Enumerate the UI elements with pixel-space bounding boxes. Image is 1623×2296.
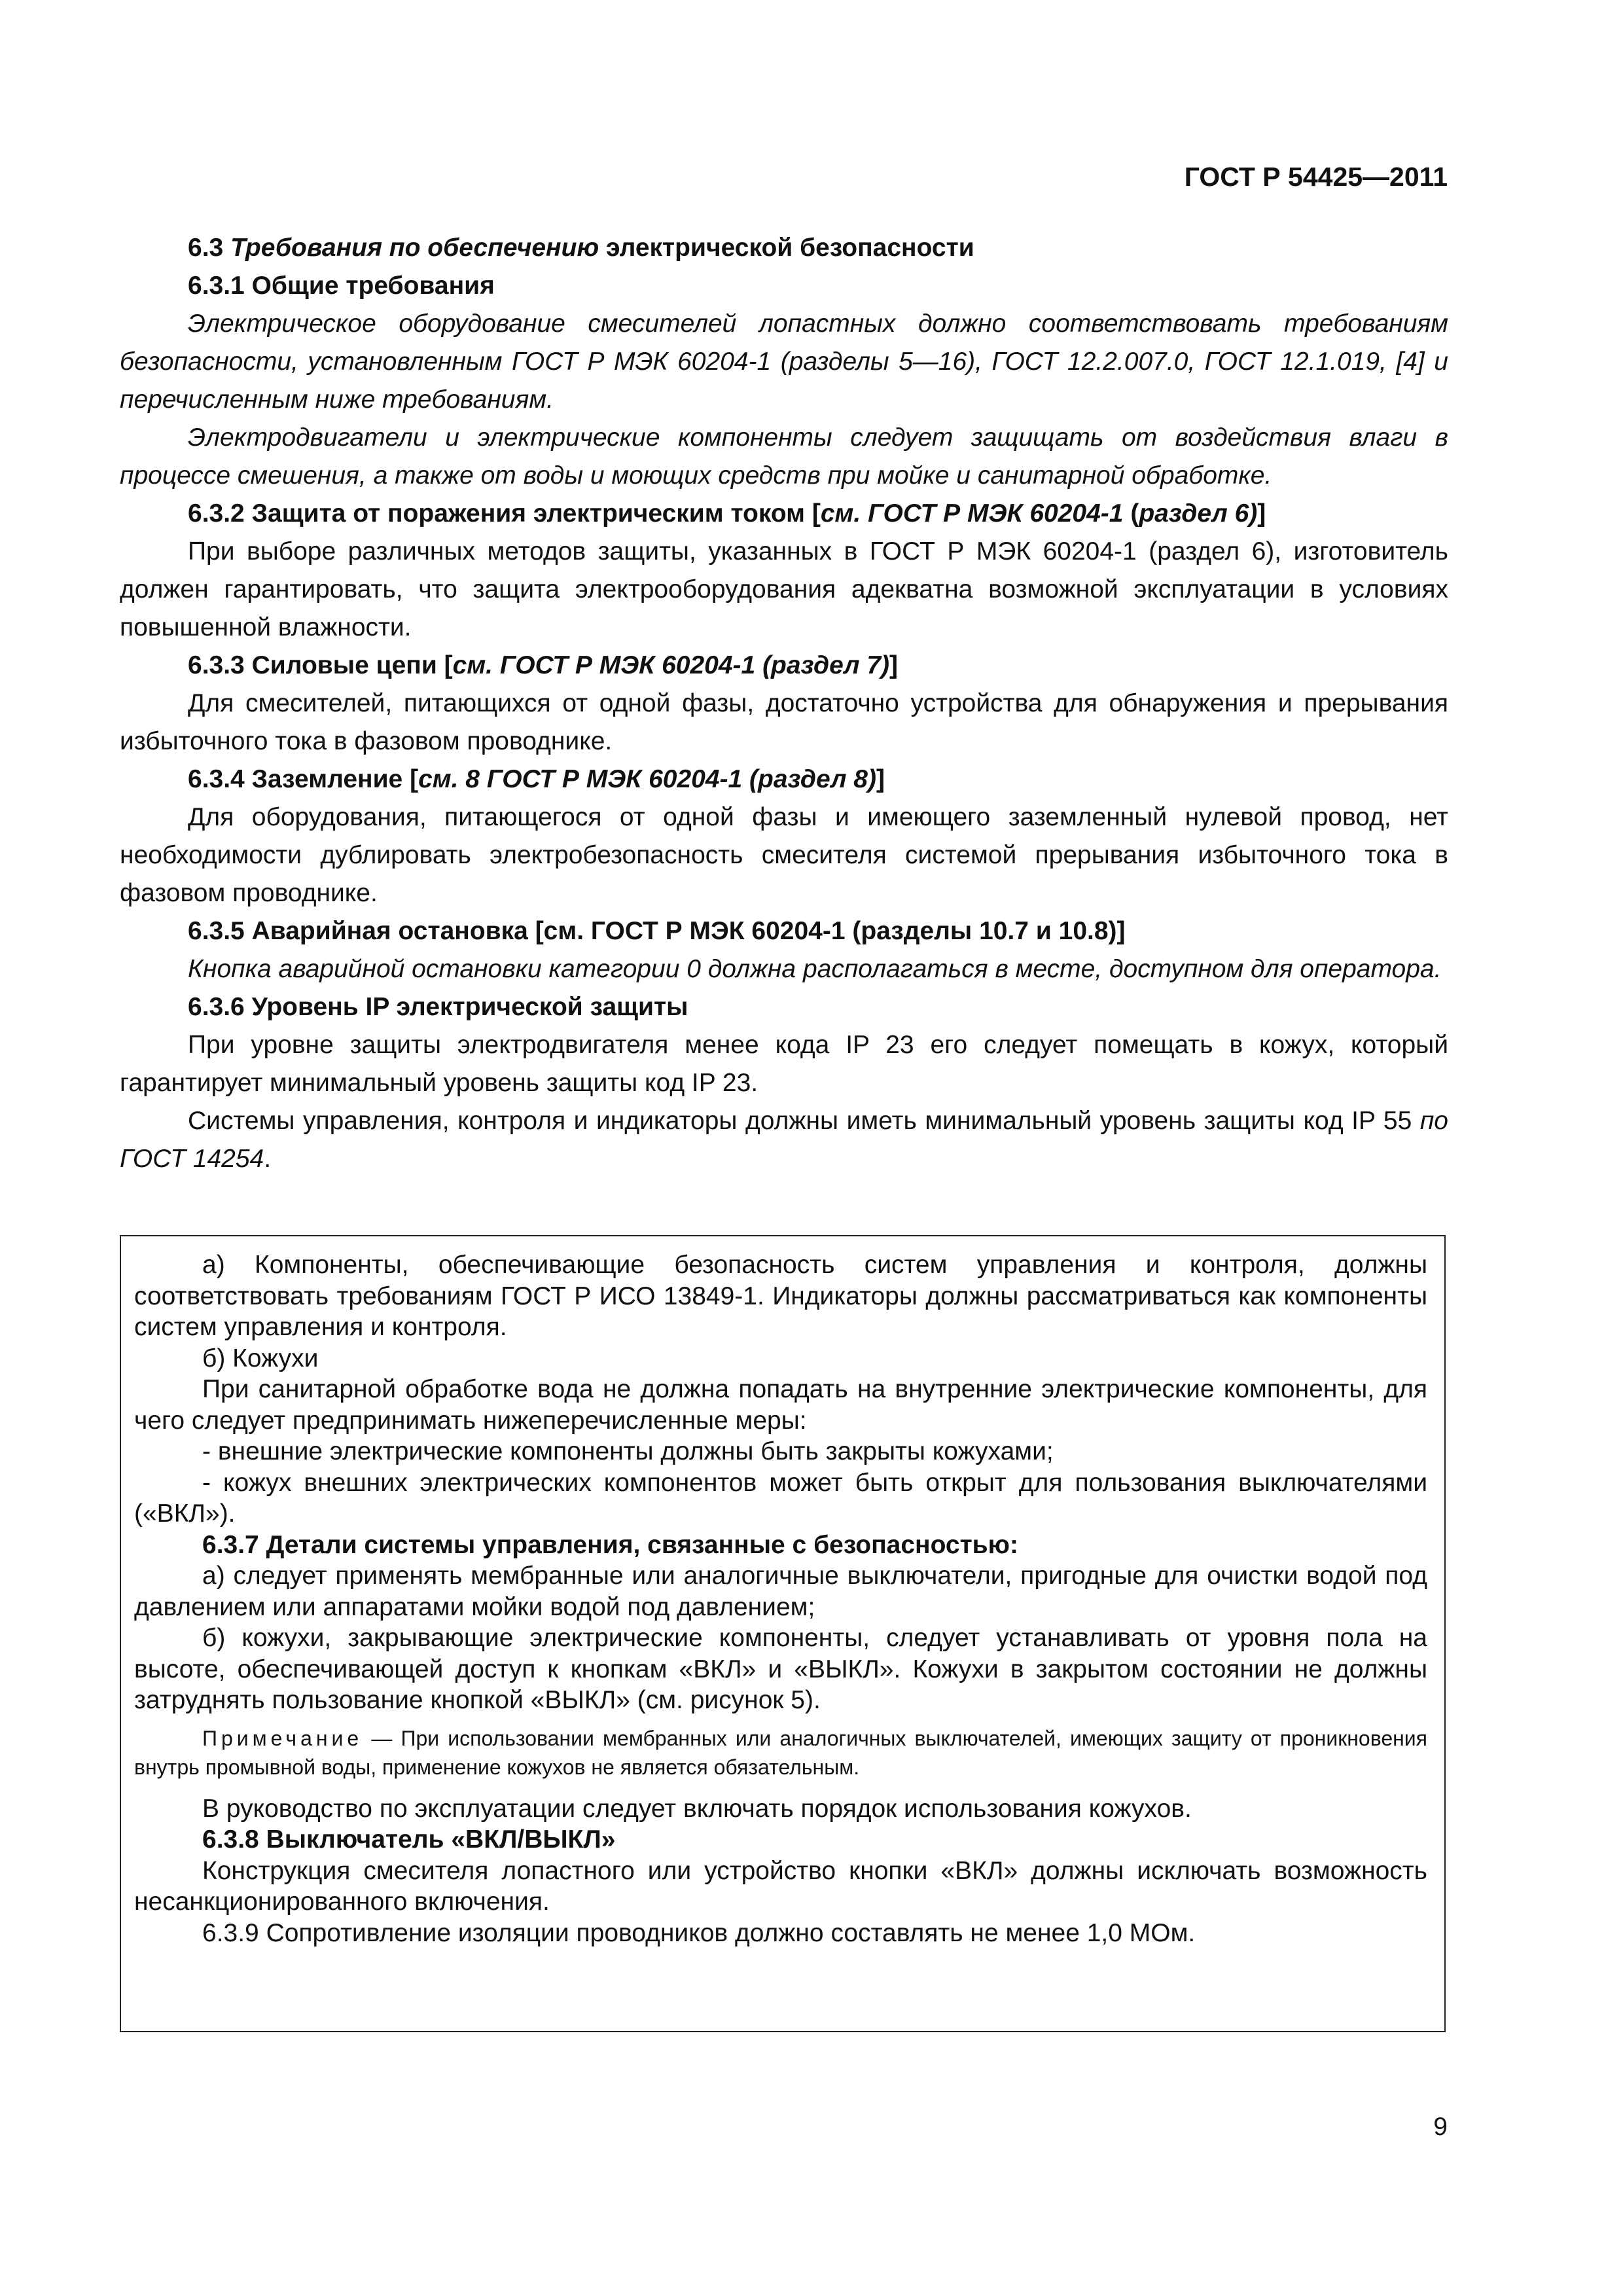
note-label: Примечание xyxy=(202,1726,363,1750)
section-6-3-5-heading: 6.3.5 Аварийная остановка [см. ГОСТ Р МЭК 60204-1 (разделы 10.7 и 10.8)] xyxy=(188,917,1126,945)
manual-para: В руководство по эксплуатации следует включать порядок использования кожухов. xyxy=(202,1794,1192,1823)
section-6-3-6-heading: 6.3.6 Уровень IP электрической защиты xyxy=(188,993,688,1021)
box-item-b-dash-1: - внешние электрические компоненты должны быть закрыты кожухами; xyxy=(202,1437,1054,1465)
document-code-header: ГОСТ Р 54425—2011 xyxy=(1184,162,1448,192)
section-6-3-9-para: 6.3.9 Сопротивление изоляции проводников должно составлять не менее 1,0 МОм. xyxy=(202,1918,1196,1947)
section-6-3-1-heading: 6.3.1 Общие требования xyxy=(188,272,495,300)
section-6-3-7-item-a: а) следует применять мембранные или аналогичные выключатели, пригодные для очистки водой под давлением или аппаратами мойки водой под давлением; xyxy=(134,1562,1427,1621)
section-6-3-2-para-1: При выборе различных методов защиты, указанных в ГОСТ Р МЭК 60204-1 (раздел 6), изготовитель должен гарантировать, что защита электрооборудования адекватна возможной эксплуатации в условиях повышенной влажности. xyxy=(120,537,1448,641)
section-6-3-4-para-1: Для оборудования, питающегося от одной фазы и имеющего заземленный нулевой провод, нет необходимости дублировать электробезопасность смесителя системой прерывания избыточного тока в фазовом проводнике. xyxy=(120,803,1448,907)
section-6-3-1-para-1: Электрическое оборудование смесителей лопастных должно соответствовать требованиям безопасности, установленным ГОСТ Р МЭК 60204-1 (разделы 5—16), ГОСТ 12.2.007.0, ГОСТ 12.1.019, [4] и перечисленным ниже требованиям. xyxy=(120,310,1448,414)
section-6-3-6-para-1: При уровне защиты электродвигателя менее кода IP 23 его следует помещать в кожух, который гарантирует минимальный уровень защиты код IP 23. xyxy=(120,1031,1448,1097)
section-6-3-6-para-2: Системы управления, контроля и индикаторы должны иметь минимальный уровень защиты код IP 55 по ГОСТ 14254. xyxy=(120,1107,1448,1173)
section-6-3-heading: 6.3 Требования по обеспечению электрической безопасности xyxy=(188,234,974,262)
section-6-3-8-para: Конструкция смесителя лопастного или устройство кнопки «ВКЛ» должны исключать возможность несанкционированного включения. xyxy=(134,1856,1427,1916)
section-6-3-5-para-1: Кнопка аварийной остановки категории 0 должна располагаться в месте, доступном для оператора. xyxy=(188,955,1442,983)
main-text xyxy=(120,229,1448,1178)
section-6-3-1-para-2: Электродвигатели и электрические компоненты следует защищать от воздействия влаги в процессе смешения, а также от воды и моющих средств при мойке и санитарной обработке. xyxy=(120,423,1448,490)
box-item-b-dash-2: - кожух внешних электрических компонентов может быть открыт для пользования выключателями («ВКЛ»). xyxy=(134,1468,1427,1528)
boxed-text-frame xyxy=(120,1235,1446,2032)
note xyxy=(134,1724,1427,1782)
page-number: 9 xyxy=(1433,2113,1448,2141)
section-6-3-3-heading: 6.3.3 Силовые цепи [см. ГОСТ Р МЭК 60204-1 (раздел 7)] xyxy=(188,651,899,679)
section-6-3-8-heading: 6.3.8 Выключатель «ВКЛ/ВЫКЛ» xyxy=(202,1825,616,1854)
section-6-3-2-heading: 6.3.2 Защита от поражения электрическим током [см. ГОСТ Р МЭК 60204-1 (раздел 6)] xyxy=(188,499,1266,528)
note-text: — При использовании мембранных или аналогичных выключателей, имеющих защиту от проникновения внутрь промывной воды, применение кожухов не является обязательным. xyxy=(134,1726,1427,1779)
box-item-b-para: При санитарной обработке вода не должна попадать на внутренние электрические компоненты, для чего следует предпринимать нижеперечисленные меры: xyxy=(134,1375,1427,1435)
box-item-b-heading: б) Кожухи xyxy=(202,1344,319,1372)
box-item-a: а) Компоненты, обеспечивающие безопасность систем управления и контроля, должны соответствовать требованиям ГОСТ Р ИСО 13849-1. Индикаторы должны рассматриваться как компоненты систем управления и контроля. xyxy=(134,1251,1427,1341)
section-6-3-7-heading: 6.3.7 Детали системы управления, связанные с безопасностью: xyxy=(202,1530,1018,1559)
section-6-3-7-item-b: б) кожухи, закрывающие электрические компоненты, следует устанавливать от уровня пола на высоте, обеспечивающей доступ к кнопкам «ВКЛ» и «ВЫКЛ». Кожухи в закрытом состоянии не должны затруднять пользование кнопкой «ВЫКЛ» (см. рисунок 5). xyxy=(134,1624,1427,1714)
section-6-3-3-para-1: Для смесителей, питающихся от одной фазы, достаточно устройства для обнаружения и прерывания избыточного тока в фазовом проводнике. xyxy=(120,689,1448,755)
section-6-3-4-heading: 6.3.4 Заземление [см. 8 ГОСТ Р МЭК 60204-1 (раздел 8)] xyxy=(188,765,885,793)
